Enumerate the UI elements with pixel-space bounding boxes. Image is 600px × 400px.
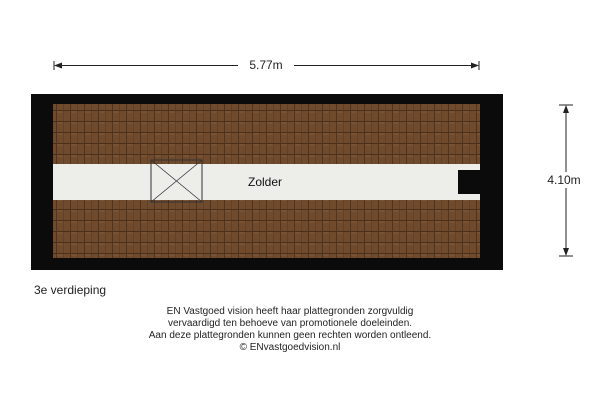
width-dimension (54, 56, 479, 72)
room-label: Zolder (247, 175, 283, 189)
disclaimer (0, 306, 580, 354)
disclaimer-line: Aan deze plattegronden kunnen geen rechten worden ontleend. (148, 330, 432, 341)
height-dimension (540, 105, 588, 256)
width-label: 5.77m (249, 58, 283, 72)
height-label: 4.10m (547, 173, 581, 187)
floor-label: 3e verdieping (34, 283, 107, 297)
disclaimer-line: vervaardigd ten behoeve van promotionele doeleinden. (167, 318, 413, 329)
disclaimer-line: EN Vastgoed vision heeft haar plattegronden zorgvuldig (166, 306, 414, 317)
copyright-line: © ENvastgoedvision.nl (239, 342, 341, 353)
chimney-block (458, 170, 480, 194)
